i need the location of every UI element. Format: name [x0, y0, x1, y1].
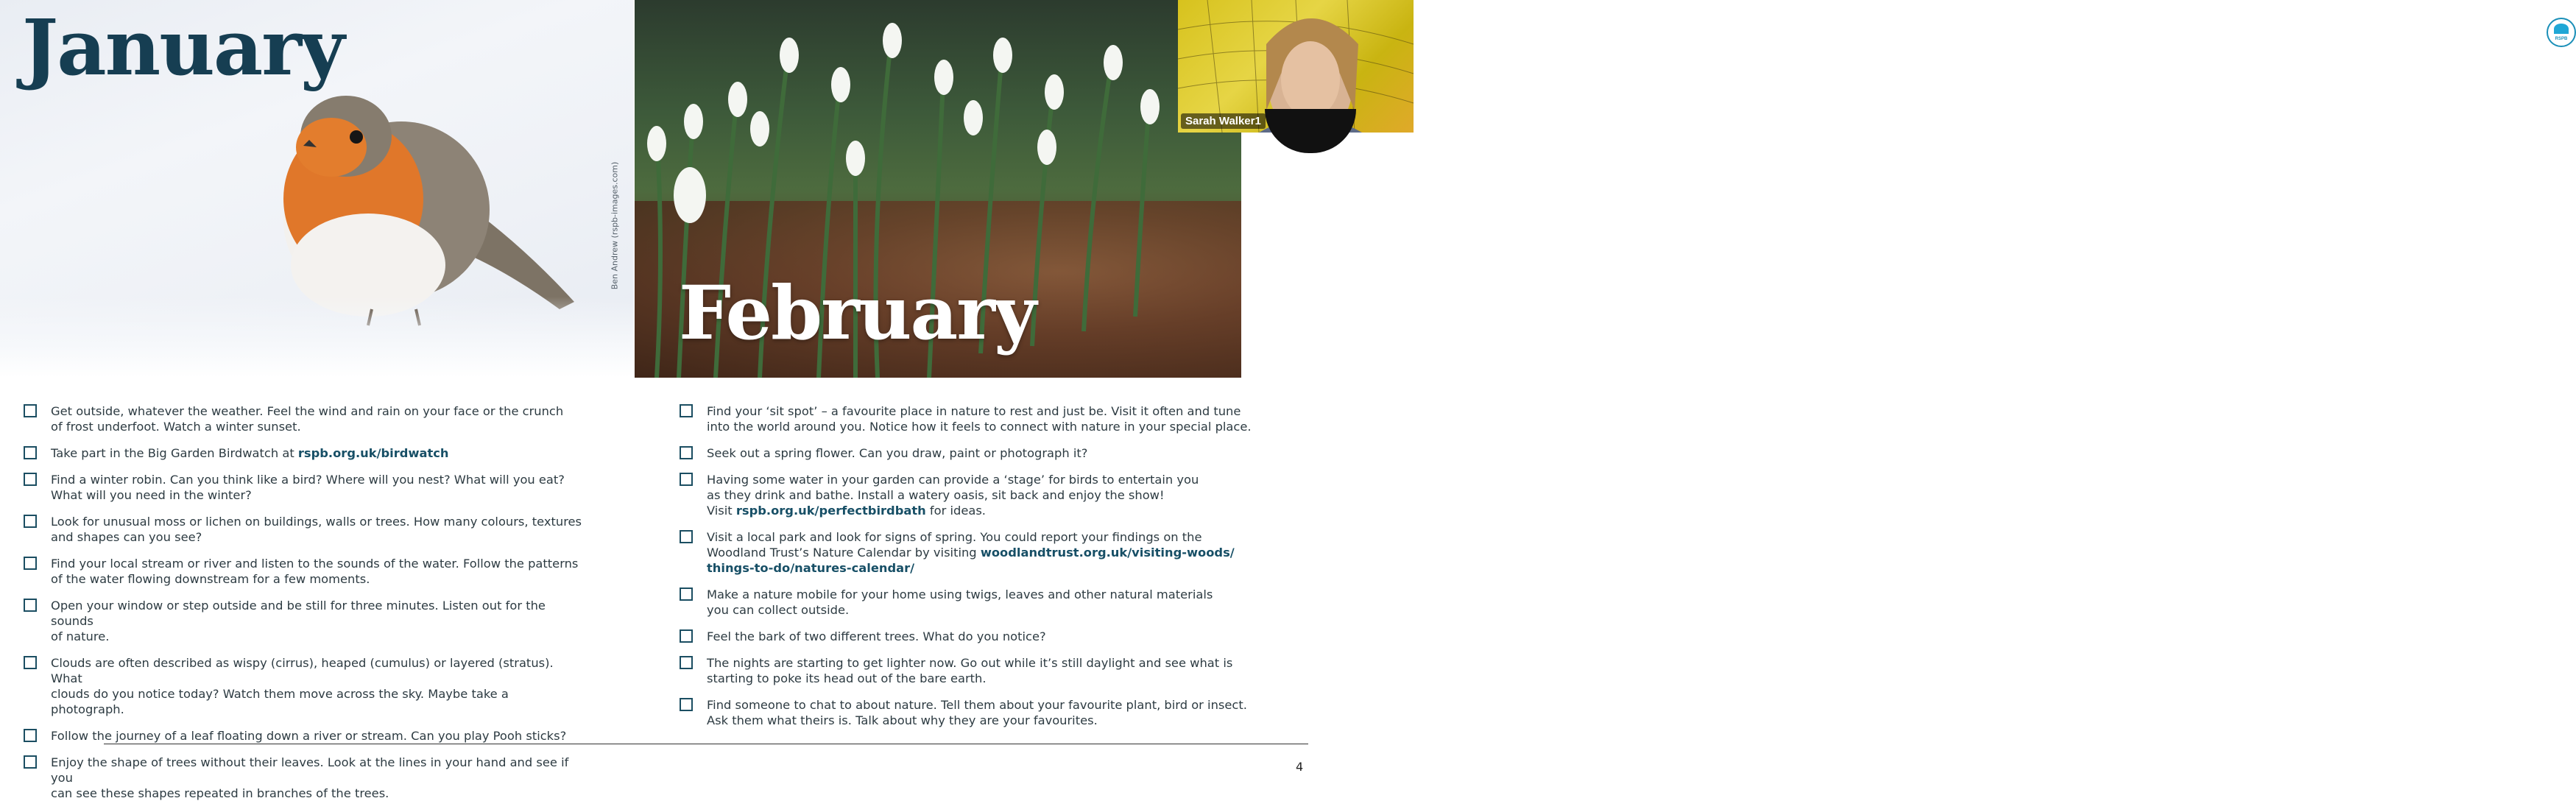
- checkbox[interactable]: [680, 656, 693, 669]
- activity-text: as they drink and bathe. Install a watery oasis, sit back and enjoy the show!: [707, 488, 1165, 502]
- natures-calendar-link-continued[interactable]: things-to-do/natures-calendar/: [707, 561, 915, 575]
- activity-item: [24, 556, 583, 587]
- checkbox[interactable]: [680, 446, 693, 459]
- activity-item: [24, 728, 583, 744]
- activity-item: [680, 445, 1261, 461]
- checkbox[interactable]: [24, 473, 37, 486]
- checkbox[interactable]: [680, 698, 693, 711]
- checkbox[interactable]: [24, 599, 37, 612]
- activity-text: of the water flowing downstream for a few moments.: [51, 572, 370, 586]
- activity-text: Feel the bark of two different trees. What do you notice?: [707, 629, 1046, 643]
- activity-text: of frost underfoot. Watch a winter sunset.: [51, 420, 301, 434]
- checkbox[interactable]: [24, 656, 37, 669]
- checkbox[interactable]: [680, 473, 693, 486]
- activity-text: Ask them what theirs is. Talk about why they are your favourites.: [707, 713, 1098, 727]
- january-activity-list: [24, 403, 583, 801]
- activity-text: Visit: [707, 504, 736, 518]
- birdwatch-link[interactable]: rspb.org.uk/birdwatch: [297, 446, 449, 460]
- activity-text: of nature.: [51, 629, 110, 643]
- activity-item: [24, 755, 583, 801]
- activity-text: What will you need in the winter?: [51, 488, 252, 502]
- activity-text: Clouds are often described as wispy (cirrus), heaped (cumulus) or layered (stratus). What: [51, 656, 554, 685]
- wave-icon: [2554, 24, 2569, 34]
- activity-text: Look for unusual moss or lichen on buildings, walls or trees. How many colours, textures: [51, 515, 582, 529]
- activity-item: [680, 655, 1261, 686]
- activity-item: [680, 587, 1261, 618]
- activity-item: [680, 629, 1261, 644]
- activity-text: for ideas.: [925, 504, 986, 518]
- february-title: February: [679, 269, 1036, 356]
- activity-text: starting to poke its head out of the bare earth.: [707, 671, 987, 685]
- activity-text: Visit a local park and look for signs of spring. You could report your findings on the: [707, 530, 1202, 544]
- activity-text: and shapes can you see?: [51, 530, 202, 544]
- activity-text: clouds do you notice today? Watch them move across the sky. Maybe take a photograph.: [51, 687, 509, 716]
- activity-item: [680, 697, 1261, 728]
- natures-calendar-link[interactable]: woodlandtrust.org.uk/visiting-woods/: [980, 546, 1235, 560]
- page-number: 4: [1296, 760, 1304, 774]
- rspb-logo: [2547, 18, 2576, 47]
- checkbox[interactable]: [24, 557, 37, 570]
- activity-text: Open your window or step outside and be still for three minutes. Listen out for the sounds: [51, 599, 546, 628]
- snow-ground: [0, 297, 634, 378]
- activity-text: Get outside, whatever the weather. Feel the wind and rain on your face or the crunch: [51, 404, 564, 418]
- checkbox[interactable]: [24, 515, 37, 528]
- rspb-logo-text: RSPB: [2555, 37, 2568, 41]
- activity-text: Having some water in your garden can provide a ‘stage’ for birds to entertain you: [707, 473, 1199, 487]
- activity-text: into the world around you. Notice how it feels to connect with nature in your special place.: [707, 420, 1252, 434]
- activity-item: [24, 514, 583, 545]
- activity-text: Woodland Trust’s Nature Calendar by visiting: [707, 546, 981, 560]
- activity-item: [24, 445, 583, 461]
- checkbox[interactable]: [24, 729, 37, 742]
- activity-text: Find your ‘sit spot’ – a favourite place in nature to rest and just be. Visit it often and tune: [707, 404, 1241, 418]
- february-activity-list: [680, 403, 1261, 728]
- activity-text: you can collect outside.: [707, 603, 850, 617]
- activity-text: Take part in the Big Garden Birdwatch at: [51, 446, 298, 460]
- checkbox[interactable]: [24, 404, 37, 417]
- activity-text: Enjoy the shape of trees without their leaves. Look at the lines in your hand and see if you: [51, 755, 569, 785]
- activity-item: [24, 403, 583, 434]
- checkbox[interactable]: [24, 755, 37, 769]
- photo-credit: Ben Andrew (rspb-images.com): [610, 161, 620, 290]
- activity-item: [680, 529, 1261, 576]
- activity-text: Make a nature mobile for your home using twigs, leaves and other natural materials: [707, 587, 1213, 601]
- january-title: January: [22, 2, 344, 93]
- activity-item: [680, 472, 1261, 518]
- activity-text: Find your local stream or river and listen to the sounds of the water. Follow the patterns: [51, 557, 579, 571]
- activity-text: Seek out a spring flower. Can you draw, paint or photograph it?: [707, 446, 1088, 460]
- activity-item: [24, 655, 583, 717]
- activity-item: [24, 472, 583, 503]
- checkbox[interactable]: [680, 629, 693, 643]
- activity-text: Follow the journey of a leaf floating down a river or stream. Can you play Pooh sticks?: [51, 729, 567, 743]
- checkbox[interactable]: [24, 446, 37, 459]
- activity-text: The nights are starting to get lighter now. Go out while it’s still daylight and see what is: [707, 656, 1233, 670]
- checkbox[interactable]: [680, 530, 693, 543]
- activity-text: Find someone to chat to about nature. Tell them about your favourite plant, bird or insect.: [707, 698, 1247, 712]
- activity-text: Find a winter robin. Can you think like a bird? Where will you nest? What will you eat?: [51, 473, 565, 487]
- activity-text: can see these shapes repeated in branches of the trees.: [51, 786, 389, 800]
- perfectbirdbath-link[interactable]: rspb.org.uk/perfectbirdbath: [735, 504, 926, 518]
- checkbox[interactable]: [680, 404, 693, 417]
- participant-name-label: Sarah Walker1: [1181, 113, 1266, 129]
- activity-item: [24, 598, 583, 644]
- checkbox[interactable]: [680, 587, 693, 601]
- avatar: [1265, 109, 1356, 153]
- activity-item: [680, 403, 1261, 434]
